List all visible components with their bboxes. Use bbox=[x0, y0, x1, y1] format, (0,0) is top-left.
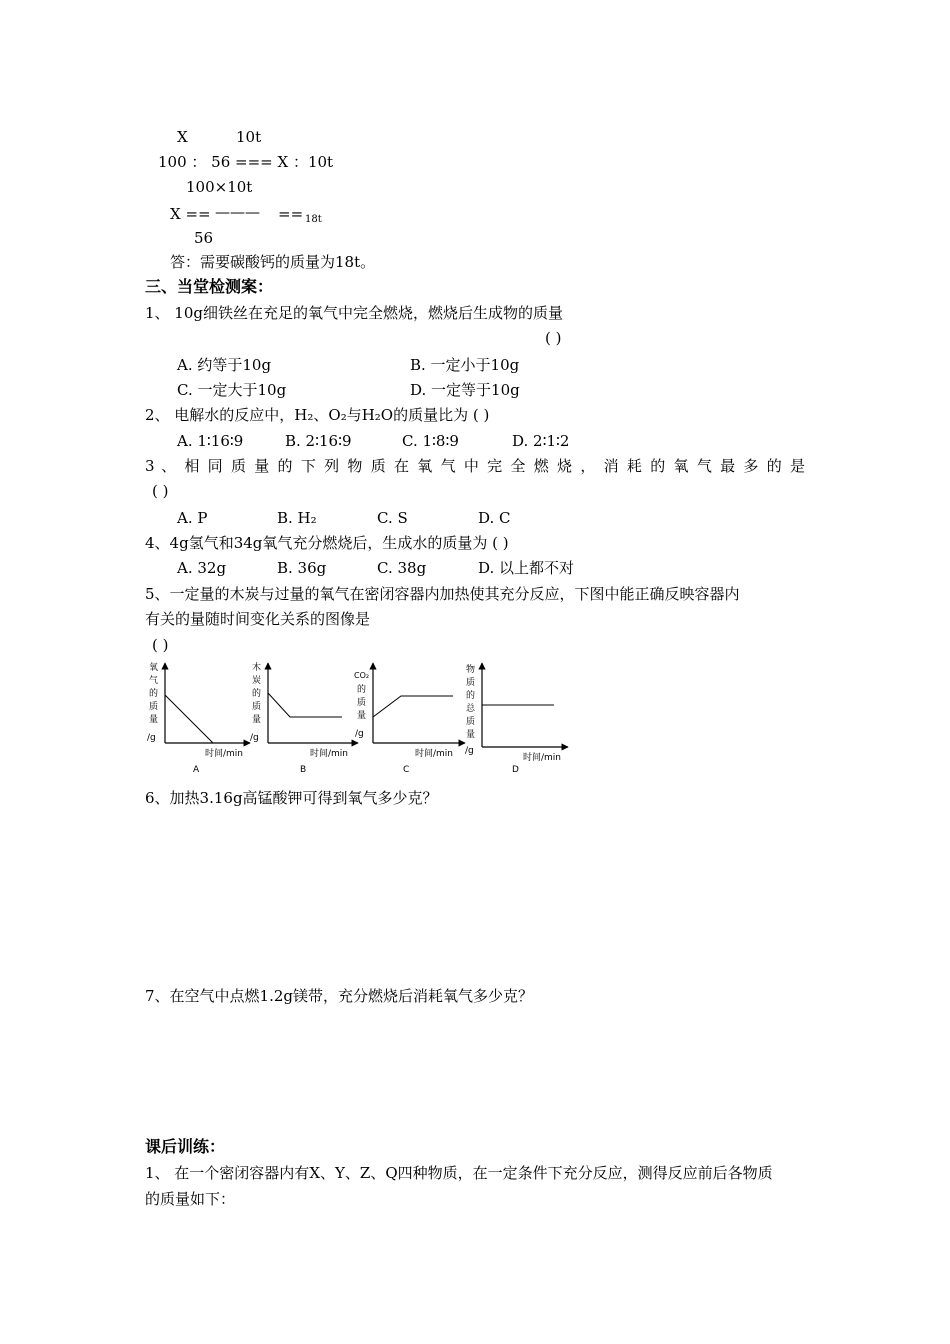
graph-d-ylabel-3: 总 bbox=[466, 704, 476, 714]
q5-stem-line2: 有关的量随时间变化关系的图像是 bbox=[145, 610, 371, 628]
q3-option-b: B. H₂ bbox=[277, 509, 317, 527]
graph-a bbox=[147, 661, 250, 775]
q2-option-c: C. 1∶8∶9 bbox=[402, 432, 459, 450]
graph-a-ylabel-2: 的 bbox=[149, 689, 159, 699]
after-class-title: 课后训练： bbox=[145, 1137, 226, 1156]
calc-x: X bbox=[177, 128, 188, 146]
calc-x-eq: X == bbox=[170, 205, 211, 223]
graph-c-letter: C bbox=[403, 765, 410, 775]
graph-a-line bbox=[165, 695, 213, 743]
graph-c-ylabel bbox=[354, 671, 369, 739]
graph-b-ylabel-1: 炭 bbox=[252, 676, 262, 686]
graph-d-letter: D bbox=[512, 765, 519, 775]
graph-a-letter: A bbox=[193, 765, 200, 775]
graph-a-ylabel bbox=[147, 661, 158, 743]
graph-d-ylabel-4: 质 bbox=[466, 717, 476, 727]
after-q1-line2: 的质量如下： bbox=[145, 1190, 236, 1208]
calc-proportion: 100 ： 56 === X ：10t bbox=[158, 153, 334, 171]
graph-c-ylabel-0: CO₂ bbox=[354, 671, 370, 680]
graph-a-ylabel-0: 氧 bbox=[149, 663, 159, 673]
q1-option-c: C. 一定大于10g bbox=[177, 381, 287, 399]
graph-c-ylabel-2: 质 bbox=[357, 698, 367, 708]
graph-b bbox=[250, 661, 358, 775]
q1-option-b: B. 一定小于10g bbox=[410, 356, 520, 374]
graph-c bbox=[354, 663, 465, 775]
q4-option-c: C. 38g bbox=[377, 559, 427, 577]
graph-c-xlabel: 时间/min bbox=[415, 749, 454, 759]
calc-eq: == bbox=[278, 205, 304, 223]
calc-denominator: 56 bbox=[194, 229, 214, 247]
q3-option-a: A. P bbox=[177, 509, 208, 527]
graph-a-ylabel-4: 量 bbox=[149, 715, 159, 725]
q2-option-d: D. 2∶1∶2 bbox=[512, 432, 570, 450]
graph-b-line bbox=[268, 693, 342, 717]
graph-b-ylabel-2: 的 bbox=[252, 689, 262, 699]
graph-d-ylabel-1: 质 bbox=[466, 678, 476, 688]
calc-numerator: 100×10t bbox=[186, 178, 253, 196]
graph-d-ylabel-6: /g bbox=[465, 746, 474, 756]
graph-d-ylabel-5: 量 bbox=[466, 730, 476, 740]
q4-stem: 4、4g氢气和34g氧气充分燃烧后，生成水的质量为 ( ) bbox=[145, 534, 509, 552]
q2-option-b: B. 2∶16∶9 bbox=[285, 432, 352, 450]
q4-option-a: A. 32g bbox=[177, 559, 227, 577]
graph-a-ylabel-1: 气 bbox=[149, 676, 159, 686]
graph-c-line bbox=[373, 696, 453, 717]
q1-option-a: A. 约等于10g bbox=[177, 356, 272, 374]
q4-option-d: D. 以上都不对 bbox=[478, 559, 575, 577]
q1-option-d: D. 一定等于10g bbox=[410, 381, 520, 399]
graph-d-xlabel: 时间/min bbox=[523, 753, 562, 763]
graph-b-ylabel-5: /g bbox=[250, 733, 259, 743]
graph-b-ylabel-3: 质 bbox=[252, 702, 262, 712]
graph-d-ylabel-2: 的 bbox=[466, 691, 476, 701]
graph-a-xlabel: 时间/min bbox=[205, 749, 244, 759]
q5-paren: ( ) bbox=[152, 636, 169, 654]
q3-stem: 3 、 相 同 质 量 的 下 列 物 质 在 氧 气 中 完 全 燃 烧 ， 消 耗 的 氧 气 最 多 的 是 bbox=[145, 457, 805, 475]
graph-c-ylabel-1: 的 bbox=[357, 685, 367, 695]
q3-option-d: D. C bbox=[478, 509, 511, 527]
q7-stem: 7、在空气中点燃1.2g镁带，充分燃烧后消耗氧气多少克？ bbox=[145, 987, 534, 1005]
graph-b-ylabel bbox=[250, 661, 261, 743]
q2-stem: 2、 电解水的反应中，H₂、O₂与H₂O的质量比为 ( ) bbox=[145, 406, 490, 424]
graph-b-ylabel-4: 量 bbox=[252, 715, 262, 725]
q3-paren: ( ) bbox=[152, 482, 169, 500]
graph-b-letter: B bbox=[300, 765, 307, 775]
q1-stem: 1、 10g细铁丝在充足的氧气中完全燃烧，燃烧后生成物的质量 bbox=[145, 304, 564, 322]
q6-stem: 6、加热3.16g高锰酸钾可得到氧气多少克？ bbox=[145, 789, 438, 807]
section-title: 三、当堂检测案： bbox=[145, 277, 274, 296]
calc-fraction-bar: ——— bbox=[215, 203, 260, 221]
q4-option-b: B. 36g bbox=[277, 559, 327, 577]
q5-stem-line1: 5、一定量的木炭与过量的氧气在密闭容器内加热使其充分反应，下图中能正确反映容器内 bbox=[145, 585, 740, 603]
q1-paren: ( ) bbox=[545, 329, 562, 347]
graph-c-ylabel-3: 量 bbox=[357, 711, 367, 721]
q2-option-a: A. 1∶16∶9 bbox=[177, 432, 244, 450]
graph-b-xlabel: 时间/min bbox=[310, 749, 349, 759]
graph-a-ylabel-5: /g bbox=[147, 733, 156, 743]
graph-d bbox=[465, 663, 568, 775]
calc-10t: 10t bbox=[236, 128, 262, 146]
after-q1-line1: 1、 在一个密闭容器内有X、Y、Z、Q四种物质，在一定条件下充分反应，测得反应前后各物质 bbox=[145, 1164, 773, 1182]
graph-d-ylabel bbox=[465, 663, 476, 756]
calc-result: 18t bbox=[305, 214, 322, 225]
graph-a-ylabel-3: 质 bbox=[149, 702, 159, 712]
calc-answer: 答：需要碳酸钙的质量为18t。 bbox=[170, 253, 376, 271]
q3-option-c: C. S bbox=[377, 509, 408, 527]
graph-d-ylabel-0: 物 bbox=[466, 665, 476, 675]
graph-b-ylabel-0: 木 bbox=[252, 663, 262, 673]
graph-c-ylabel-4: /g bbox=[355, 729, 364, 739]
